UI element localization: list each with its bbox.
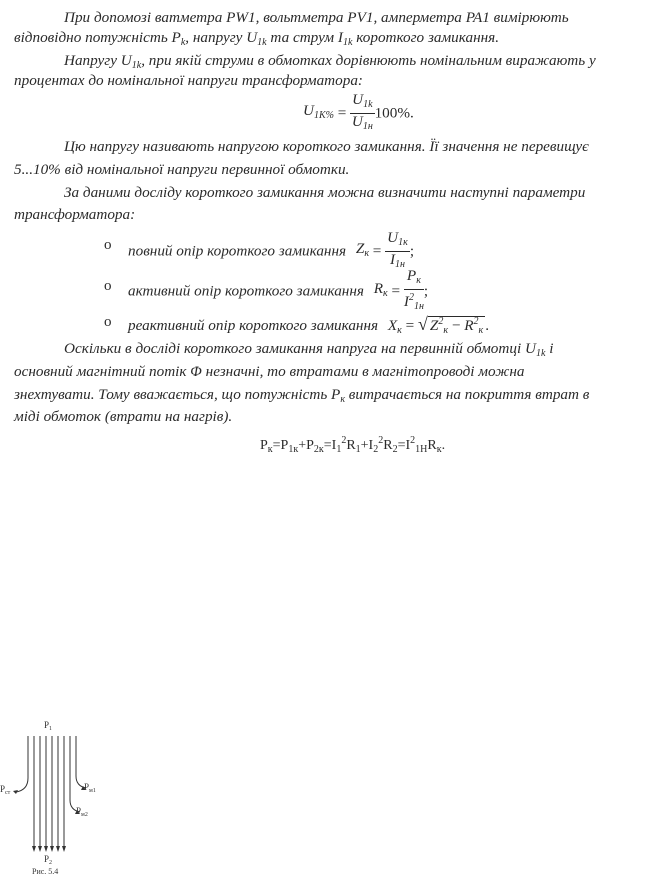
bullet-item-resistance: активний опір короткого замикання $R_к$ = $\frac{P_к}{I^2_{1н}}$ ;: [128, 267, 429, 312]
bullet-marker-2: o: [104, 278, 112, 294]
para5-line4: міді обмоток (втрати на нагрів).: [14, 408, 233, 425]
para2-line2: процентах до номінальної напруги трансформатора:: [14, 72, 363, 89]
formula-voltage-percent: $U_{1K\%}$ = $\frac{U_{1k}}{U_{1н}}$ 100%.: [303, 91, 414, 132]
label-pm2: $P_{м2}$: [76, 806, 88, 818]
label-pst: $P_{ст}$: [0, 784, 11, 796]
para4-line1: За даними досліду короткого замикання можна визначити наступні параметри: [64, 184, 586, 201]
para1-line1: При допомозі ватметра PW1, вольтметра PV1, амперметра PA1 вимірюють: [64, 9, 569, 26]
label-pm1: $P_{м1}$: [84, 782, 96, 794]
formula-power-loss: $P_к=P_{1к}+P_{2к}=I_1^2R_1+I_2^2R_2=I^2_{1Н}R_к$.: [260, 435, 446, 455]
bullet-item-reactance: реактивний опір короткого замикання $X_к$ = √ $Z^2_к - R^2_к$ .: [128, 314, 489, 336]
para5-line2: основний магнітний потік Φ незначні, то втратами в магнітопроводі можна: [14, 363, 525, 380]
para5-line1: Оскільки в досліді короткого замикання напруга на первинній обмотці $U_{1k}$ і: [64, 340, 554, 359]
label-p1: $P_1$: [44, 720, 53, 732]
label-p2: $P_2$: [44, 854, 53, 866]
bullet-marker-1: o: [104, 237, 112, 253]
energy-flow-diagram: [0, 718, 110, 878]
para3-line2: 5...10% від номінальної напруги первинної обмотки.: [14, 161, 350, 178]
para2-line1: Напругу $U_{1k}$, при якій струми в обмотках дорівнюють номінальним виражають у: [64, 52, 596, 71]
flow-arrowheads: [13, 786, 86, 852]
para3-line1: Цю напругу називають напругою короткого замикання. Її значення не перевищує: [64, 138, 589, 155]
para5-line3: знехтувати. Тому вважається, що потужність $P_к$ витрачається на покриття втрат в: [14, 386, 590, 405]
bullet-marker-3: o: [104, 314, 112, 330]
para1-line2: відповідно потужність $P_k$, напругу $U_{1k}$ та струм $I_{1k}$ короткого замикання.: [14, 29, 499, 48]
para4-line2: трансформатора:: [14, 206, 136, 223]
figure-caption: Рис. 5.4: [32, 867, 59, 876]
bullet-item-impedance: повний опір короткого замикання $Z_к$ = $\frac{U_{1к}}{I_{1н}}$ ;: [128, 229, 415, 270]
flow-branch-left: [16, 778, 28, 792]
